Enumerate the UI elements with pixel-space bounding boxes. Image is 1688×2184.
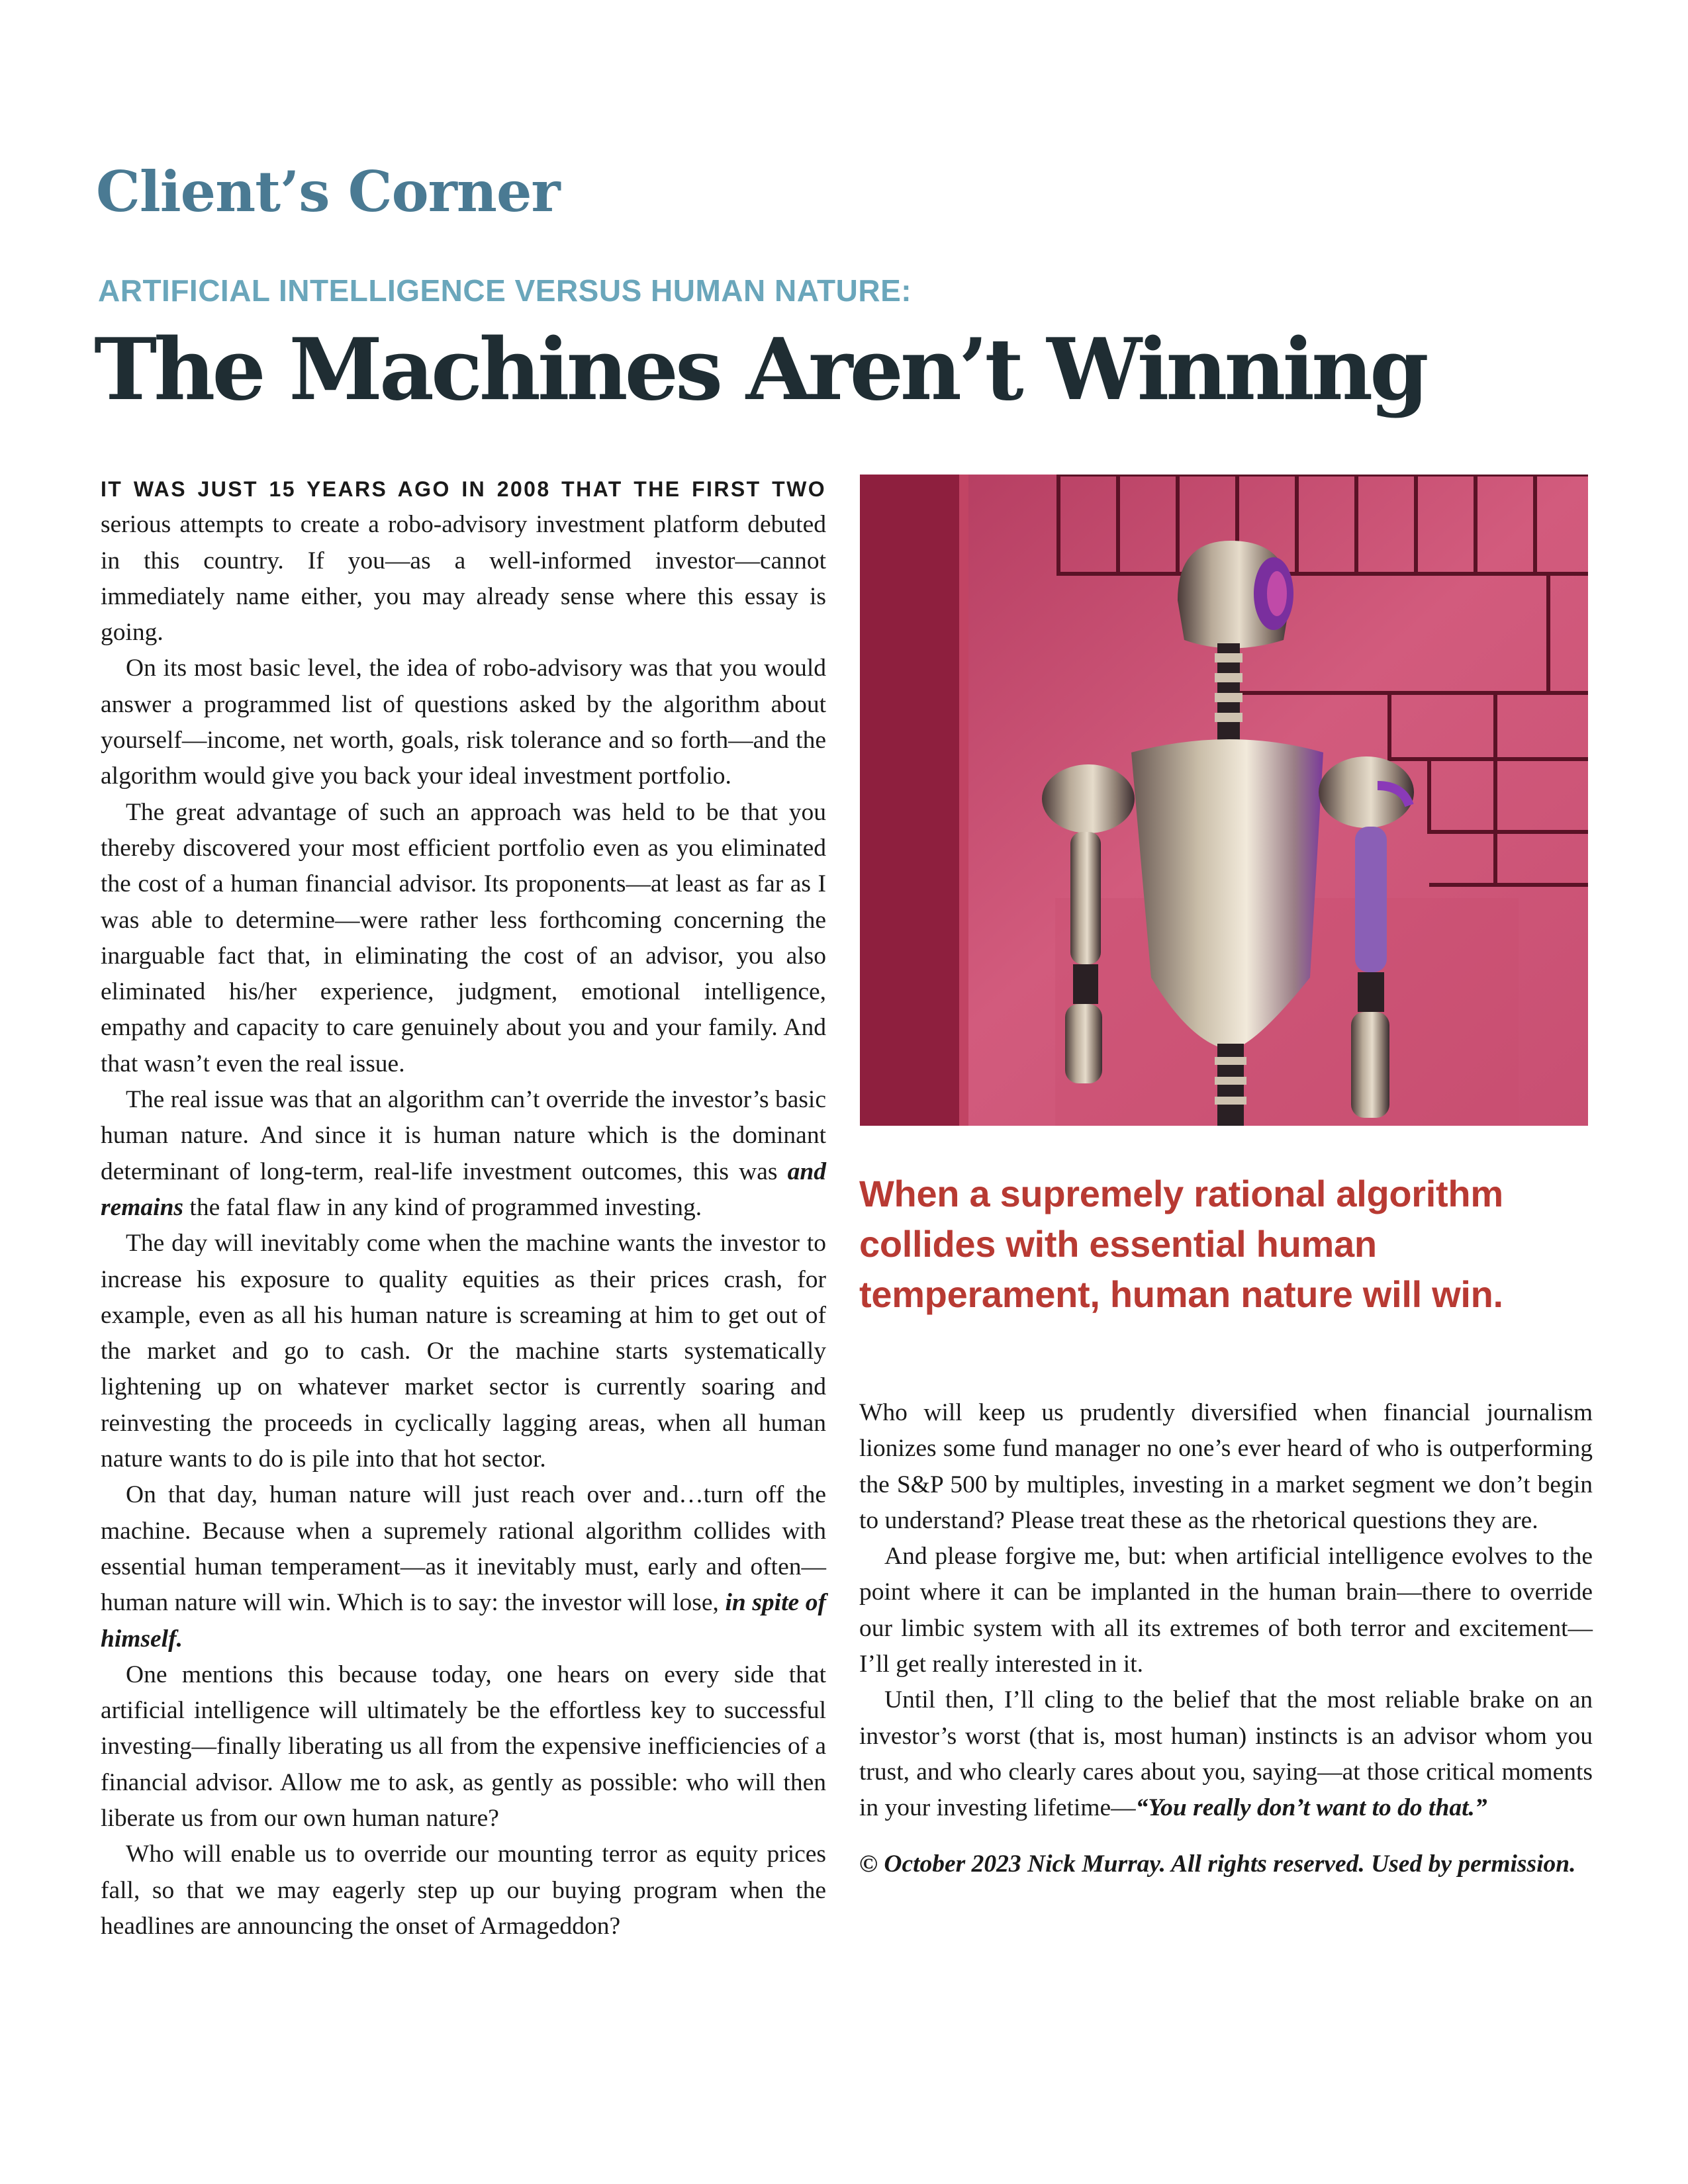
paragraph-11 <box>859 1682 1593 1826</box>
paragraph-1 <box>101 471 826 651</box>
emphasis-quote: “You really don’t want to do that.” <box>1135 1794 1487 1822</box>
paragraph-1-text: serious attempts to create a robo-advisory investment platform debuted in this country. If you—as a well-informed investor—cannot immediately name either, you may already sense where this essay is going. <box>101 511 826 647</box>
article-column-right <box>859 1395 1593 1882</box>
emphasis-and-remains: and remains <box>101 1158 826 1221</box>
article-kicker: ARTIFICIAL INTELLIGENCE VERSUS HUMAN NATURE: <box>98 273 912 308</box>
paragraph-4 <box>101 1082 826 1226</box>
paragraph-8: Who will enable us to override our mounting terror as equity prices fall, so that we may eagerly step up our buying program when the headlines are announcing the onset of Armageddon? <box>101 1841 826 1940</box>
section-title: Client’s Corner <box>96 159 560 224</box>
emphasis-in-spite-of-himself: in spite of himself. <box>101 1589 826 1653</box>
robot-illustration <box>860 475 1588 1126</box>
paragraph-4-text-a: The real issue was that an algorithm can’t override the investor’s basic human nature. And since it is human nature which is the dominant determinant of long-term, real-life investment outcomes, this was <box>101 1086 826 1185</box>
paragraph-11-text: Until then, I’ll cling to the belief that the most reliable brake on an investor’s worst (that is, most human) instincts is an advisor whom you trust, and who clearly cares about you, saying—at those critical moments in your investing lifetime— <box>859 1686 1593 1822</box>
paragraph-4-text-b: the fatal flaw in any kind of programmed investing. <box>183 1193 702 1221</box>
paragraph-6 <box>101 1477 826 1657</box>
paragraph-10: And please forgive me, but: when artificial intelligence evolves to the point where it can be implanted in the human brain—there to override our limbic system with all its extremes of both terror and excitement—I’ll get really interested in it. <box>859 1543 1593 1678</box>
article-headline: The Machines Aren’t Winning <box>94 320 1426 420</box>
paragraph-2: On its most basic level, the idea of robo-advisory was that you would answer a programmed list of questions asked by the algorithm about yourself—income, net worth, goals, risk tolerance and so forth—and the algorithm would give you back your ideal investment portfolio. <box>101 655 826 790</box>
paragraph-6-text: On that day, human nature will just reach over and…turn off the machine. Because when a supremely rational algorithm collides with essential human temperament—as it inevitably must, early and often—human nature will win. Which is to say: the investor will lose, <box>101 1481 826 1617</box>
lead-in: IT WAS JUST 15 YEARS AGO IN 2008 THAT THE FIRST TWO <box>101 477 826 501</box>
paragraph-7: One mentions this because today, one hears on every side that artificial intelligence will ultimately be the effortless key to successful investing—finally liberating us all from the expensive inefficiencies of a financial advisor. Allow me to ask, as gently as possible: who will then liberate us from our own human nature? <box>101 1661 826 1832</box>
article-column-left <box>101 471 826 1944</box>
pull-quote: When a supremely rational algorithm collides with essential human temperament, human nature will win. <box>859 1173 1503 1315</box>
paragraph-5: The day will inevitably come when the machine wants the investor to increase his exposure to quality equities as their prices crash, for example, even as all his human nature is screaming at him to get out of the market and go to cash. Or the machine starts systematically lightening up on whatever market sector is currently soaring and reinvesting the proceeds in cyclically lagging areas, when all human nature wants to do is pile into that hot sector. <box>101 1230 826 1473</box>
paragraph-9: Who will keep us prudently diversified when financial journalism lionizes some fund manager no one’s ever heard of who is outperforming the S&P 500 by multiples, investing in a market segment we don’t begin to understand? Please treat these as the rhetorical questions they are. <box>859 1399 1593 1534</box>
copyright-notice: © October 2023 Nick Murray. All rights reserved. Used by permission. <box>859 1850 1576 1878</box>
paragraph-3: The great advantage of such an approach was held to be that you thereby discovered your most efficient portfolio even as you eliminated the cost of a human financial advisor. Its proponents—at least as far as I was able to determine—were rather less forthcoming concerning the inarguable fact that, in eliminating the cost of an advisor, you also eliminated his/her experience, judgment, emotional intelligence, empathy and capacity to care genuinely about you and your family. And that wasn’t even the real issue. <box>101 798 826 1077</box>
